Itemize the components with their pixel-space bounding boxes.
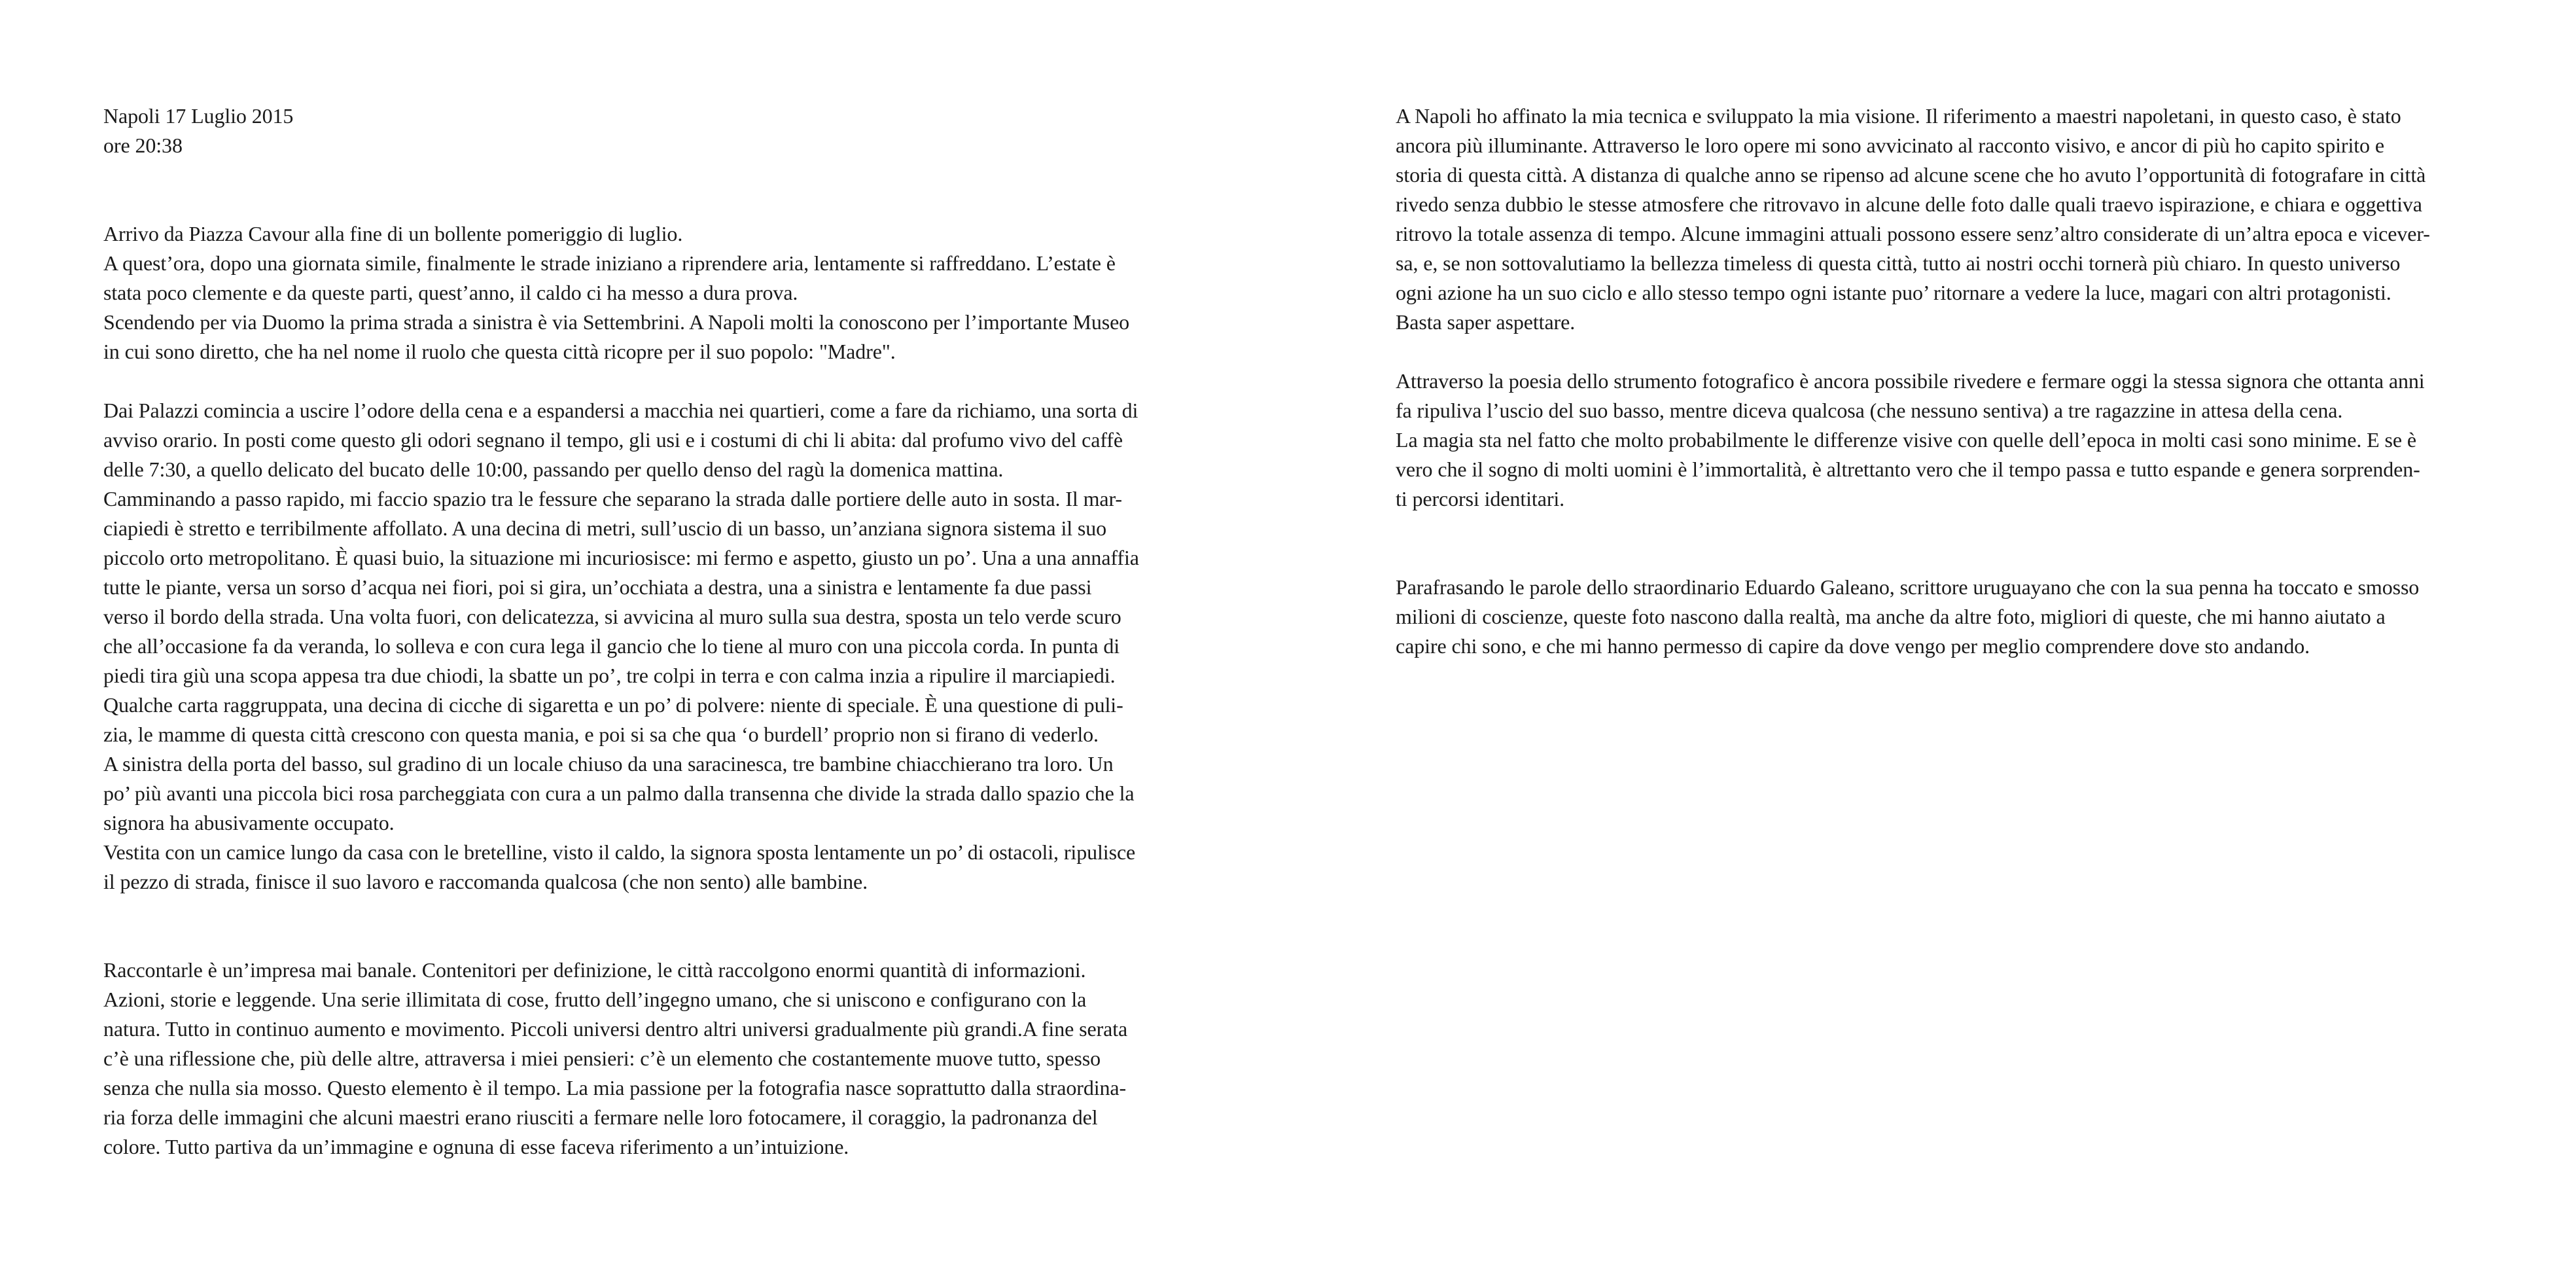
text-line: La magia sta nel fatto che molto probabilmente le differenze visive con quelle dell’epoca in molti casi sono minime. E se è (1396, 428, 2416, 452)
left-text-column (103, 101, 1196, 1162)
text-line: verso il bordo della strada. Una volta fuori, con delicatezza, si avvicina al muro sulla sua destra, sposta un telo verde scuro (103, 605, 1121, 628)
text-line: senza che nulla sia mosso. Questo elemento è il tempo. La mia passione per la fotografia nasce soprattutto dalla straordina- (103, 1076, 1127, 1100)
text-line: piccolo orto metropolitano. È quasi buio, la situazione mi incuriosisce: mi fermo e aspetto, giusto un po’. Una a una annaffia (103, 546, 1139, 569)
text-line: rivedo senza dubbio le stesse atmosfere che ritrovavo in alcune delle foto dalle quali traevo ispirazione, e chiara e oggettiva (1396, 192, 2422, 216)
text-line: il pezzo di strada, finisce il suo lavoro e raccomanda qualcosa (che non sento) alle bambine. (103, 870, 868, 893)
left-paragraph-2 (103, 396, 1196, 897)
text-line: in cui sono diretto, che ha nel nome il ruolo che questa città ricopre per il suo popolo: "Madre". (103, 340, 896, 363)
text-line: Raccontarle è un’impresa mai banale. Contenitori per definizione, le città raccolgono enormi quantità di informazioni. (103, 958, 1086, 982)
text-line: capire chi sono, e che mi hanno permesso di capire da dove vengo per meglio comprendere dove sto andando. (1396, 634, 2310, 658)
text-line: Azioni, storie e leggende. Una serie illimitata di cose, frutto dell’ingegno umano, che si uniscono e configurano con la (103, 988, 1087, 1011)
right-paragraph-1 (1396, 101, 2490, 337)
text-line: stata poco clemente e da queste parti, quest’anno, il caldo ci ha messo a dura prova. (103, 281, 798, 304)
text-line: signora ha abusivamente occupato. (103, 811, 395, 834)
text-line: A sinistra della porta del basso, sul gradino di un locale chiuso da una saracinesca, tre bambine chiacchierano tra loro. Un (103, 752, 1114, 776)
text-line: milioni di coscienze, queste foto nascono dalla realtà, ma anche da altre foto, migliori di queste, che mi hanno aiutato a (1396, 605, 2386, 628)
header-date: Napoli 17 Luglio 2015 (103, 104, 294, 128)
text-line: piedi tira giù una scopa appesa tra due chiodi, la sbatte un po’, tre colpi in terra e con calma inzia a ripulire il marciapiedi. (103, 664, 1116, 687)
text-line: ciapiedi è stretto e terribilmente affollato. A una decina di metri, sull’uscio di un basso, un’anziana signora sistema il suo (103, 516, 1107, 540)
text-line: ti percorsi identitari. (1396, 487, 1565, 510)
text-line: natura. Tutto in continuo aumento e movimento. Piccoli universi dentro altri universi gradualmente più grandi.A fine serata (103, 1017, 1128, 1041)
right-text-column (1396, 101, 2490, 661)
text-line: Scendendo per via Duomo la prima strada a sinistra è via Settembrini. A Napoli molti la conoscono per l’importante Museo (103, 310, 1130, 334)
text-line: fa ripuliva l’uscio del suo basso, mentre diceva qualcosa (che nessuno sentiva) a tre ragazzine in attesa della cena. (1396, 399, 2343, 422)
text-line: c’è una riflessione che, più delle altre, attraversa i miei pensieri: c’è un elemento che costantemente muove tutto, spesso (103, 1046, 1101, 1070)
text-line: Qualche carta raggruppata, una decina di cicche di sigaretta e un po’ di polvere: niente di speciale. È una questione di puli- (103, 693, 1123, 717)
text-line: ritrovo la totale assenza di tempo. Alcune immagini attuali possono essere senz’altro considerate di un’altra epoca e vicever- (1396, 222, 2430, 245)
text-line: vero che il sogno di molti uomini è l’immortalità, è altrettanto vero che il tempo passa e tutto espande e genera sorprenden- (1396, 457, 2420, 481)
text-line: A quest’ora, dopo una giornata simile, finalmente le strade iniziano a riprendere aria, lentamente si raffreddano. L’estate è (103, 251, 1116, 275)
left-paragraph-3 (103, 956, 1196, 1162)
text-line: ria forza delle immagini che alcuni maestri erano riusciti a fermare nelle loro fotocamere, il coraggio, la padronanza del (103, 1105, 1098, 1129)
text-line: Attraverso la poesia dello strumento fotografico è ancora possibile rivedere e fermare oggi la stessa signora che ottanta anni (1396, 369, 2425, 393)
text-line: Parafrasando le parole dello straordinario Eduardo Galeano, scrittore uruguayano che con la sua penna ha toccato e smosso (1396, 575, 2420, 599)
text-line: Vestita con un camice lungo da casa con le bretelline, visto il caldo, la signora sposta lentamente un po’ di ostacoli, ripulisce (103, 840, 1136, 864)
text-line: A Napoli ho affinato la mia tecnica e sviluppato la mia visione. Il riferimento a maestri napoletani, in questo caso, è stato (1396, 104, 2401, 128)
text-line: Camminando a passo rapido, mi faccio spazio tra le fessure che separano la strada dalle portiere delle auto in sosta. Il mar- (103, 487, 1122, 510)
text-line: colore. Tutto partiva da un’immagine e ognuna di esse faceva riferimento a un’intuizione. (103, 1135, 849, 1158)
right-paragraph-3 (1396, 573, 2490, 661)
text-line: delle 7:30, a quello delicato del bucato delle 10:00, passando per quello denso del ragù la domenica mattina. (103, 457, 1004, 481)
text-line: avviso orario. In posti come questo gli odori segnano il tempo, gli usi e i costumi di chi li abita: dal profumo vivo del caffè (103, 428, 1123, 452)
text-line: ogni azione ha un suo ciclo e allo stesso tempo ogni istante puo’ ritornare a vedere la luce, magari con altri protagonisti. (1396, 281, 2391, 304)
text-line: Basta saper aspettare. (1396, 310, 1576, 334)
text-line: che all’occasione fa da veranda, lo solleva e con cura lega il gancio che lo tiene al muro con una piccola corda. In punta di (103, 634, 1120, 658)
text-line: tutte le piante, versa un sorso d’acqua nei fiori, poi si gira, un’occhiata a destra, una a sinistra e lentamente fa due passi (103, 575, 1092, 599)
text-line: storia di questa città. A distanza di qualche anno se ripenso ad alcune scene che ho avuto l’opportunità di fotografare in città (1396, 163, 2426, 187)
right-page (1288, 0, 2576, 1288)
left-paragraph-1 (103, 219, 1196, 367)
header-time: ore 20:38 (103, 134, 183, 157)
text-line: sa, e, se non sottovalutiamo la bellezza timeless di questa città, tutto ai nostri occhi tornerà più chiaro. In questo universo (1396, 251, 2401, 275)
text-line: Arrivo da Piazza Cavour alla fine di un bollente pomeriggio di luglio. (103, 222, 683, 245)
text-line: po’ più avanti una piccola bici rosa parcheggiata con cura a un palmo dalla transenna che divide la strada dallo spazio che la (103, 781, 1135, 805)
text-line: ancora più illuminante. Attraverso le loro opere mi sono avvicinato al racconto visivo, e ancor di più ho capito spirito e (1396, 134, 2384, 157)
right-paragraph-2 (1396, 367, 2490, 514)
text-line: zia, le mamme di questa città crescono con questa mania, e poi si sa che qua ‘o burdell’ proprio non si firano di vederlo. (103, 723, 1099, 746)
text-line: Dai Palazzi comincia a uscire l’odore della cena e a espandersi a macchia nei quartieri, come a fare da richiamo, una sorta di (103, 399, 1138, 422)
